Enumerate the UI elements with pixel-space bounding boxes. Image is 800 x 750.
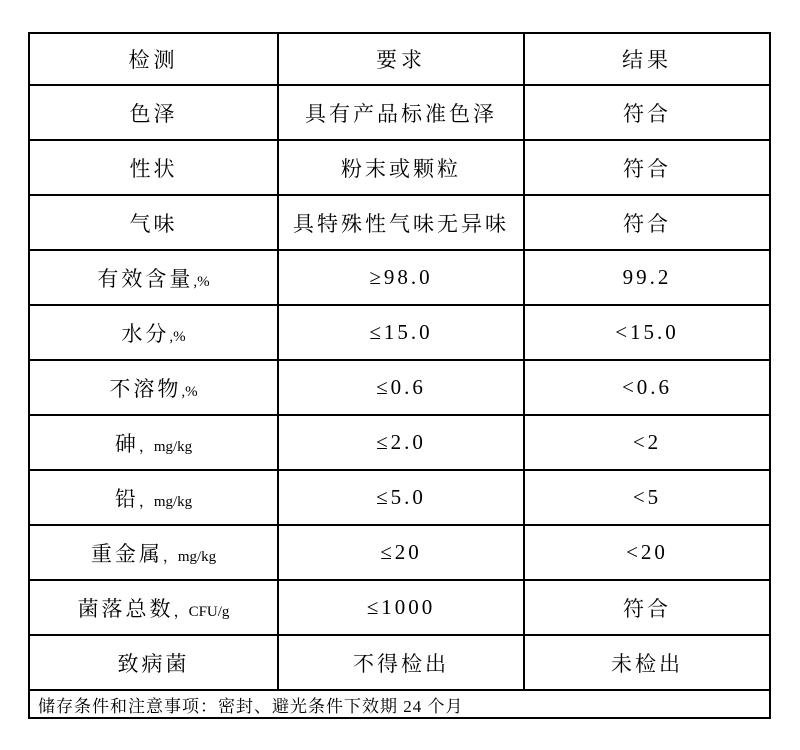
- result-cell: <15.0: [524, 305, 770, 360]
- table-row: [29, 635, 770, 690]
- result-cell: 99.2: [524, 250, 770, 305]
- result-cell: <2: [524, 415, 770, 470]
- inspection-table: [28, 32, 771, 719]
- table-row: [29, 195, 770, 250]
- test-unit: ,%: [193, 273, 210, 290]
- table-row: [29, 525, 770, 580]
- test-name-cell: [29, 470, 278, 525]
- requirement-cell: ≤15.0: [278, 305, 524, 360]
- test-name: 气味: [129, 211, 178, 236]
- table-row: [29, 470, 770, 525]
- test-name: 砷: [114, 431, 139, 456]
- test-name-cell: [29, 250, 278, 305]
- result-cell: 未检出: [524, 635, 770, 690]
- table-row: [29, 250, 770, 305]
- test-name-cell: [29, 525, 278, 580]
- test-name: 色泽: [129, 101, 178, 126]
- requirement-cell: 具有产品标准色泽: [278, 85, 524, 140]
- test-unit: ,%: [169, 328, 186, 345]
- result-cell: <0.6: [524, 360, 770, 415]
- test-unit: ，CFU/g: [173, 603, 230, 620]
- requirement-cell: 不得检出: [278, 635, 524, 690]
- requirement-cell: 粉末或颗粒: [278, 140, 524, 195]
- test-unit: ，mg/kg: [138, 493, 193, 510]
- result-cell: <20: [524, 525, 770, 580]
- header-result: 结果: [524, 33, 770, 85]
- result-cell: 符合: [524, 195, 770, 250]
- header-row: [29, 33, 770, 85]
- result-cell: 符合: [524, 140, 770, 195]
- header-requirement: 要求: [278, 33, 524, 85]
- table-row: [29, 580, 770, 635]
- result-cell: 符合: [524, 580, 770, 635]
- requirement-cell: ≥98.0: [278, 250, 524, 305]
- test-name-cell: [29, 195, 278, 250]
- requirement-cell: 具特殊性气味无异味: [278, 195, 524, 250]
- test-unit: ，mg/kg: [162, 548, 217, 565]
- test-name: 有效含量: [97, 266, 194, 291]
- result-cell: <5: [524, 470, 770, 525]
- test-name-cell: [29, 305, 278, 360]
- result-cell: 符合: [524, 85, 770, 140]
- test-name-cell: [29, 415, 278, 470]
- table-row: [29, 85, 770, 140]
- table-row: [29, 360, 770, 415]
- table-row: [29, 305, 770, 360]
- test-name-cell: [29, 85, 278, 140]
- test-unit: ，mg/kg: [138, 438, 193, 455]
- test-name-cell: [29, 360, 278, 415]
- test-name-cell: [29, 635, 278, 690]
- test-name: 铅: [114, 486, 139, 511]
- table-row: [29, 415, 770, 470]
- test-name-cell: [29, 580, 278, 635]
- storage-note: 储存条件和注意事项：密封、避光条件下效期 24 个月: [29, 690, 770, 718]
- requirement-cell: ≤1000: [278, 580, 524, 635]
- test-name-cell: [29, 140, 278, 195]
- test-name: 致病菌: [117, 651, 190, 676]
- test-name: 水分: [121, 321, 170, 346]
- requirement-cell: ≤2.0: [278, 415, 524, 470]
- test-unit: ,%: [181, 383, 198, 400]
- header-test: 检测: [29, 33, 278, 85]
- test-name: 性状: [129, 156, 178, 181]
- requirement-cell: ≤5.0: [278, 470, 524, 525]
- footer-row: [29, 690, 770, 718]
- table-row: [29, 140, 770, 195]
- requirement-cell: ≤20: [278, 525, 524, 580]
- test-name: 不溶物: [109, 376, 182, 401]
- requirement-cell: ≤0.6: [278, 360, 524, 415]
- test-name: 菌落总数: [77, 596, 174, 621]
- test-name: 重金属: [90, 541, 163, 566]
